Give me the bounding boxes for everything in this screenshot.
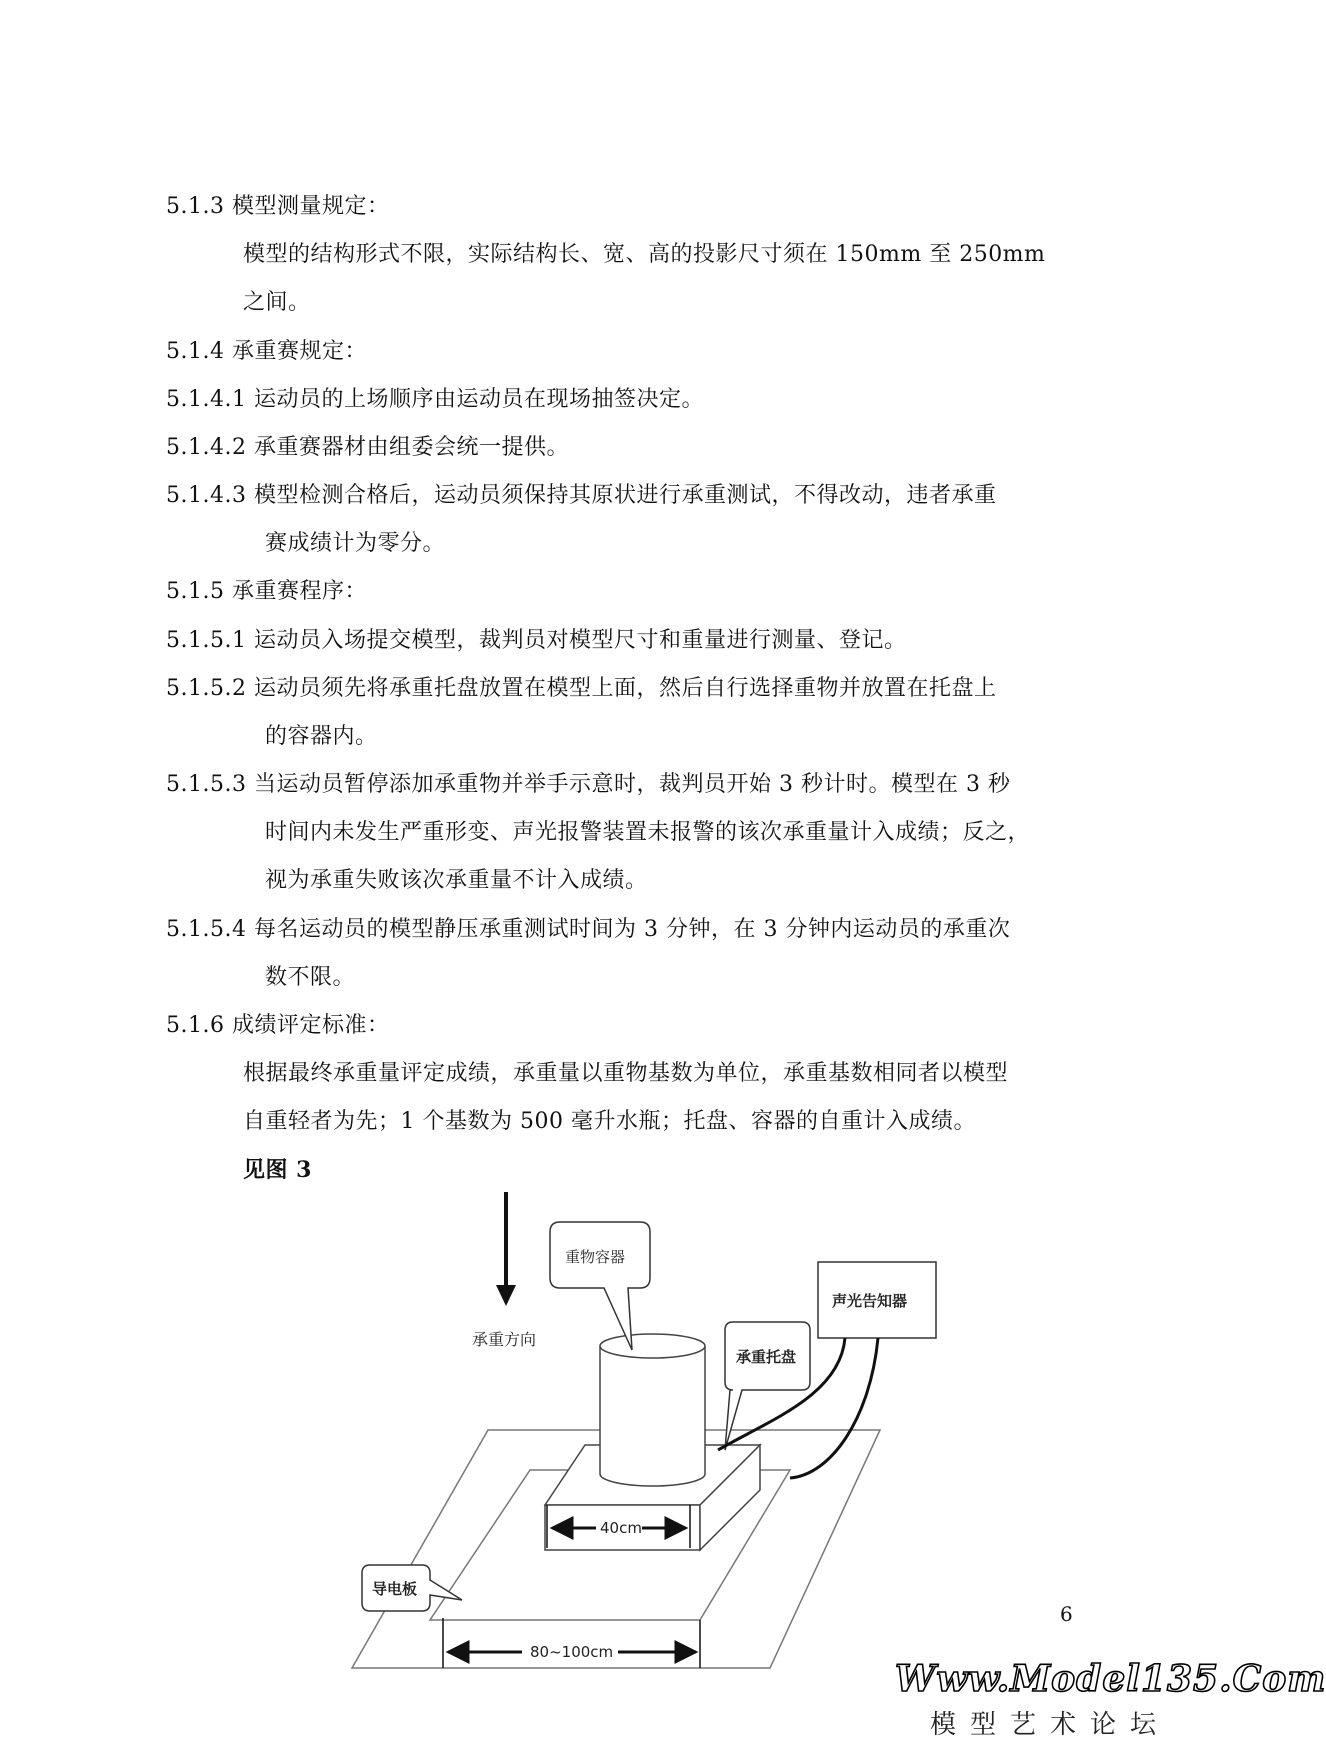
line-5-1-3-heading: 5.1.3 模型测量规定： bbox=[166, 194, 390, 219]
line-scoring-1: 根据最终承重量评定成绩，承重量以重物基数为单位，承重基数相同者以模型 bbox=[243, 1061, 1009, 1086]
line-5-1-5-heading: 5.1.5 承重赛程序： bbox=[166, 579, 367, 604]
plate-label: 导电板 bbox=[372, 1580, 418, 1598]
line-5-1-5-3-b: 时间内未发生严重形变、声光报警装置未报警的该次承重量计入成绩；反之， bbox=[265, 820, 1031, 845]
load-direction-arrow bbox=[496, 1192, 516, 1306]
container-callout bbox=[550, 1222, 650, 1350]
line-5-1-4-heading: 5.1.4 承重赛规定： bbox=[166, 339, 367, 364]
line-5-1-6-heading: 5.1.6 成绩评定标准： bbox=[166, 1013, 390, 1038]
line-size-rule-1: 模型的结构形式不限，实际结构长、宽、高的投影尺寸须在 150mm 至 250mm bbox=[243, 242, 1046, 267]
line-5-1-5-3-c: 视为承重失败该次承重量不计入成绩。 bbox=[265, 868, 648, 893]
line-5-1-5-3-a: 5.1.5.3 当运动员暂停添加承重物并举手示意时，裁判员开始 3 秒计时。模型在 3 秒 bbox=[166, 772, 1011, 797]
load-direction-label: 承重方向 bbox=[472, 1330, 537, 1349]
line-5-1-5-2-a: 5.1.5.2 运动员须先将承重托盘放置在模型上面，然后自行选择重物并放置在托盘上 bbox=[166, 676, 997, 701]
watermark-site: Www.Model135.Com bbox=[895, 1658, 1326, 1700]
line-5-1-5-2-b: 的容器内。 bbox=[265, 724, 378, 749]
container-label: 重物容器 bbox=[565, 1248, 626, 1266]
line-5-1-4-3-b: 赛成绩计为零分。 bbox=[265, 531, 446, 556]
line-size-rule-2: 之间。 bbox=[243, 290, 311, 315]
page-number: 6 bbox=[1060, 1602, 1073, 1626]
line-5-1-5-4-b: 数不限。 bbox=[265, 965, 356, 990]
tray-label: 承重托盘 bbox=[736, 1348, 797, 1366]
tray-width-label: 40cm bbox=[600, 1519, 642, 1537]
line-see-figure: 见图 3 bbox=[243, 1157, 312, 1183]
weight-container-cylinder bbox=[600, 1334, 705, 1486]
line-scoring-2: 自重轻者为先；1 个基数为 500 毫升水瓶；托盘、容器的自重计入成绩。 bbox=[243, 1109, 976, 1134]
line-5-1-5-4-a: 5.1.5.4 每名运动员的模型静压承重测试时间为 3 分钟，在 3 分钟内运动员的承重次 bbox=[166, 917, 1011, 942]
line-5-1-4-1: 5.1.4.1 运动员的上场顺序由运动员在现场抽签决定。 bbox=[166, 387, 704, 412]
line-5-1-4-2: 5.1.4.2 承重赛器材由组委会统一提供。 bbox=[166, 435, 569, 460]
line-5-1-4-3-a: 5.1.4.3 模型检测合格后，运动员须保持其原状进行承重测试，不得改动，违者承重 bbox=[166, 483, 997, 508]
line-5-1-5-1: 5.1.5.1 运动员入场提交模型，裁判员对模型尺寸和重量进行测量、登记。 bbox=[166, 628, 907, 653]
watermark-forum: 模型艺术论坛 bbox=[930, 1710, 1171, 1740]
alarm-label: 声光告知器 bbox=[832, 1292, 908, 1310]
plate-width-label: 80~100cm bbox=[530, 1643, 614, 1661]
